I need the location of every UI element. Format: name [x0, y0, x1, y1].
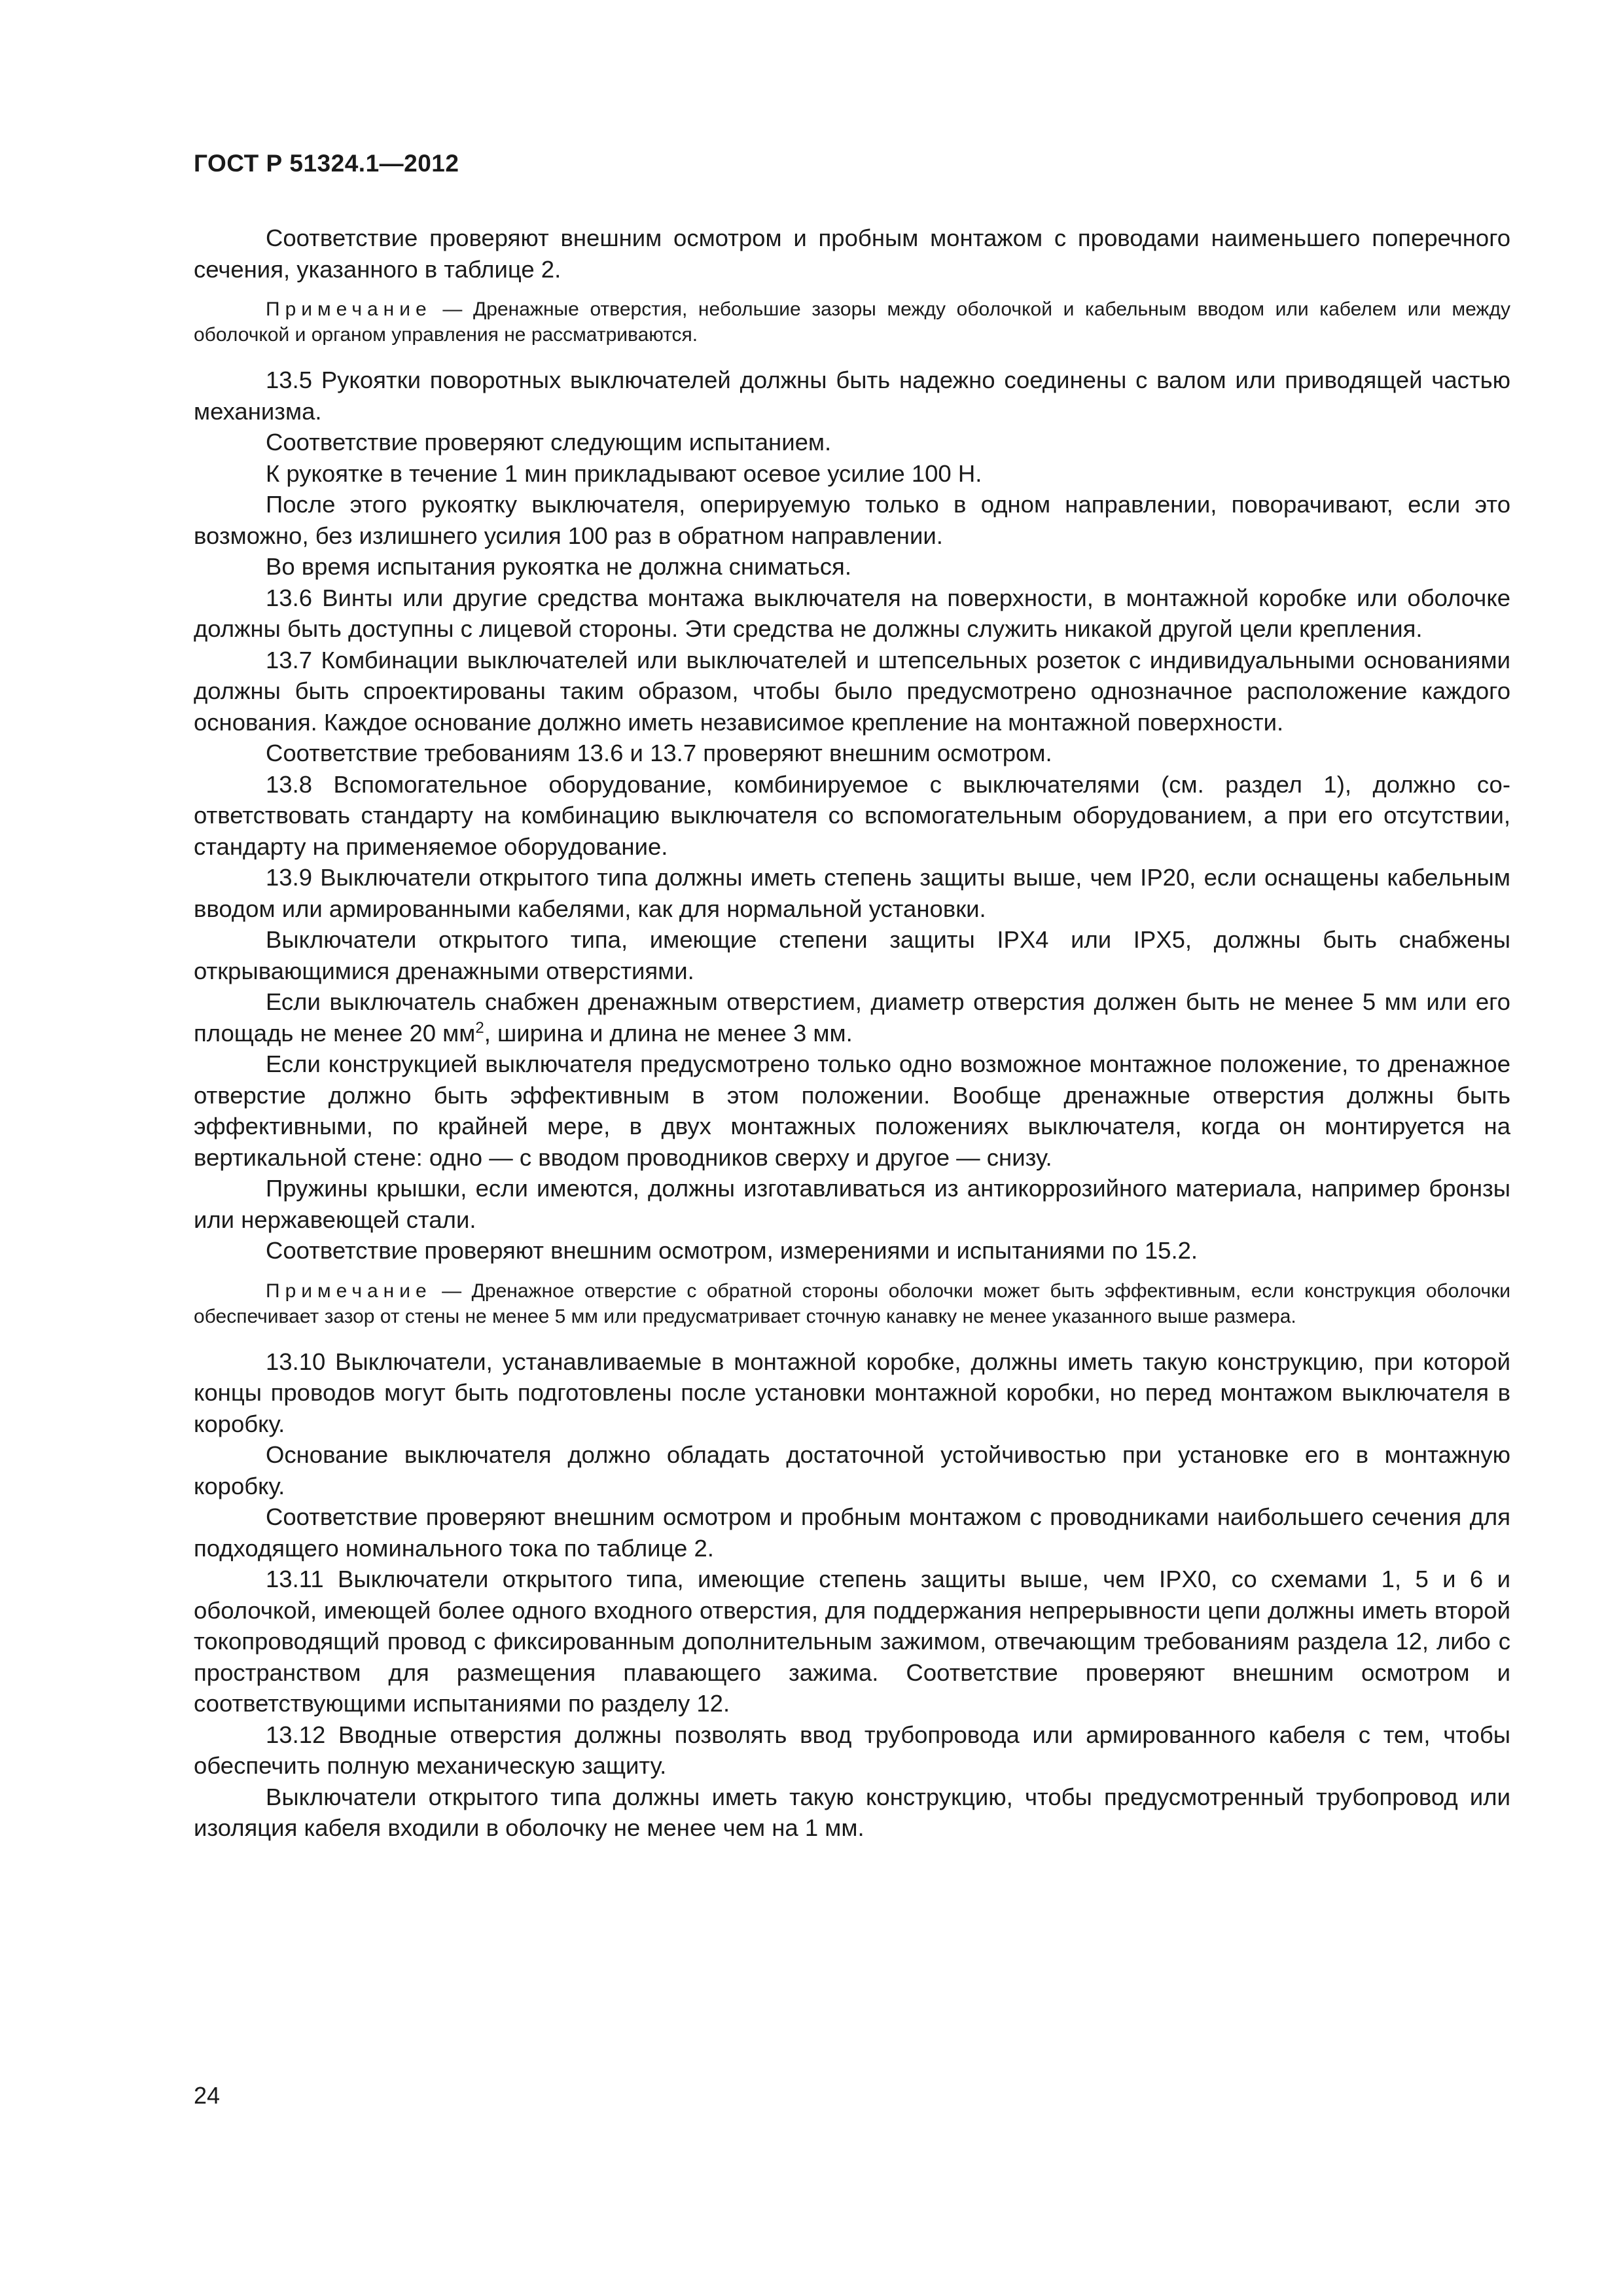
paragraph: Если конструкцией выключателя предусмотрено только одно возможное монтажное положение, то дренажное отверстие должно быть эффективным в этом положении. Вообще дренажные отверстия должны быть эффективными, по крайней мере, в двух монтажных положениях выключателя, когда он монтируется на вертикальной стене: одно — с вводом проводников сверху и другое — снизу.	[194, 1050, 1510, 1171]
paragraph: 13.12 Вводные отверстия должны позволять ввод трубопровода или армированного кабеля с тем, чтобы обеспечить полную механическую защиту.	[194, 1721, 1510, 1779]
paragraph: Соответствие проверяют следующим испытанием.	[266, 429, 832, 456]
paragraph: Основание выключателя должно обладать достаточной устойчивостью при установке его в монтажную коробку.	[194, 1441, 1510, 1499]
note-text: — Дренажное отверстие с обратной стороны оболочки может быть эффективным, если конструкция оболочки обеспечивает зазор от стены не менее 5 мм или предусматривает сточную канавку не менее указанного выше размера.	[194, 1280, 1510, 1327]
paragraph: Выключатели открытого типа должны иметь такую конструкцию, чтобы предусмотренный трубопровод или изоляция кабеля входили в оболочку не менее чем на 1 мм.	[194, 1783, 1510, 1841]
paragraph: После этого рукоятку выключателя, оперируемую только в одном направлении, поворачивают, если это возможно, без излишнего усилия 100 раз в обратном направлении.	[194, 491, 1510, 549]
paragraph	[194, 986, 1510, 1049]
note-text: — Дренажные отверстия, небольшие зазоры между оболочкой и кабельным вводом или кабелем или между оболочкой и органом управления не рассматриваются.	[194, 298, 1511, 346]
note	[194, 1278, 1510, 1329]
document-body	[194, 223, 1510, 1844]
paragraph: Соответствие проверяют внешним осмотром и пробным монтажом с проводами наименьшего поперечного сечения, указанного в таблице 2.	[194, 224, 1510, 283]
paragraph-text: , ширина и длина не менее 3 мм.	[484, 1019, 853, 1047]
paragraph: 13.9 Выключатели открытого типа должны иметь степень защиты выше, чем IP20, если оснащены кабельным вводом или армированными кабелями, как для нормальной установки.	[194, 864, 1510, 922]
paragraph: Соответствие проверяют внешним осмотром и пробным монтажом с проводниками наибольшего сечения для подходящего номинального тока по таблице 2.	[194, 1503, 1510, 1562]
note-lead: Примечание	[266, 298, 432, 320]
paragraph: 13.8 Вспомогательное оборудование, комбинируемое с выключателями (см. раздел 1), должно соответствовать стандарту на комбинацию выключателя со вспомогательным оборудованием, а при его отсутствии, стандарту на применяемое оборудование.	[194, 770, 1510, 860]
paragraph: 13.10 Выключатели, устанавливаемые в монтажной коробке, должны иметь такую конструкцию, при которой концы проводов могут быть подготовлены после установки монтажной коробки, но перед монтажом выключателя в коробку.	[194, 1348, 1510, 1437]
paragraph: К рукоятке в течение 1 мин прикладывают осевое усилие 100 Н.	[266, 459, 982, 487]
paragraph: Соответствие проверяют внешним осмотром, измерениями и испытаниями по 15.2.	[266, 1237, 1198, 1264]
superscript: 2	[475, 1018, 484, 1037]
paragraph: Соответствие требованиям 13.6 и 13.7 проверяют внешним осмотром.	[266, 740, 1052, 766]
note	[194, 296, 1510, 348]
page-number: 24	[194, 2082, 221, 2109]
document-header: ГОСТ Р 51324.1—2012	[194, 150, 459, 177]
paragraph: 13.7 Комбинации выключателей или выключателей и штепсельных розеток с индивидуальными основаниями должны быть спроектированы таким образом, чтобы было предусмотрено однозначное расположение каждого основания. Каждое основание должно иметь независимое крепление на монтажной поверхности.	[194, 646, 1510, 736]
paragraph: 13.6 Винты или другие средства монтажа выключателя на поверхности, в монтажной коробке или оболочке должны быть доступны с лицевой стороны. Эти средства не должны служить никакой другой цели крепления.	[194, 584, 1510, 642]
paragraph: Во время испытания рукоятка не должна сниматься.	[266, 553, 851, 580]
paragraph: 13.5 Рукоятки поворотных выключателей должны быть надежно соединены с валом или приводящей частью механизма.	[194, 367, 1510, 425]
paragraph: 13.11 Выключатели открытого типа, имеющие степень защиты выше, чем IPX0, со схемами 1, 5 и 6 и оболочкой, имеющей более одного входного отверстия, для поддержания непрерывности цепи должны иметь второй токопроводящий провод с фиксированным дополнительным зажимом, отвечающим требованиям раздела 12, либо с пространством для размещения плавающего зажима. Соответствие проверяют внешним осмотром и соответствующими испытаниями по разделу 12.	[194, 1566, 1510, 1717]
paragraph: Выключатели открытого типа, имеющие степени защиты IPX4 или IPX5, должны быть снабжены открывающимися дренажными отверстиями.	[194, 926, 1510, 984]
note-lead: Примечание	[266, 1280, 432, 1302]
paragraph-text: Если выключатель снабжен дренажным отверстием, диаметр отверстия должен быть не менее 5 мм или его площадь не менее 20 мм	[194, 988, 1510, 1047]
paragraph: Пружины крышки, если имеются, должны изготавливаться из антикоррозийного материала, например бронзы или нержавеющей стали.	[194, 1175, 1510, 1233]
